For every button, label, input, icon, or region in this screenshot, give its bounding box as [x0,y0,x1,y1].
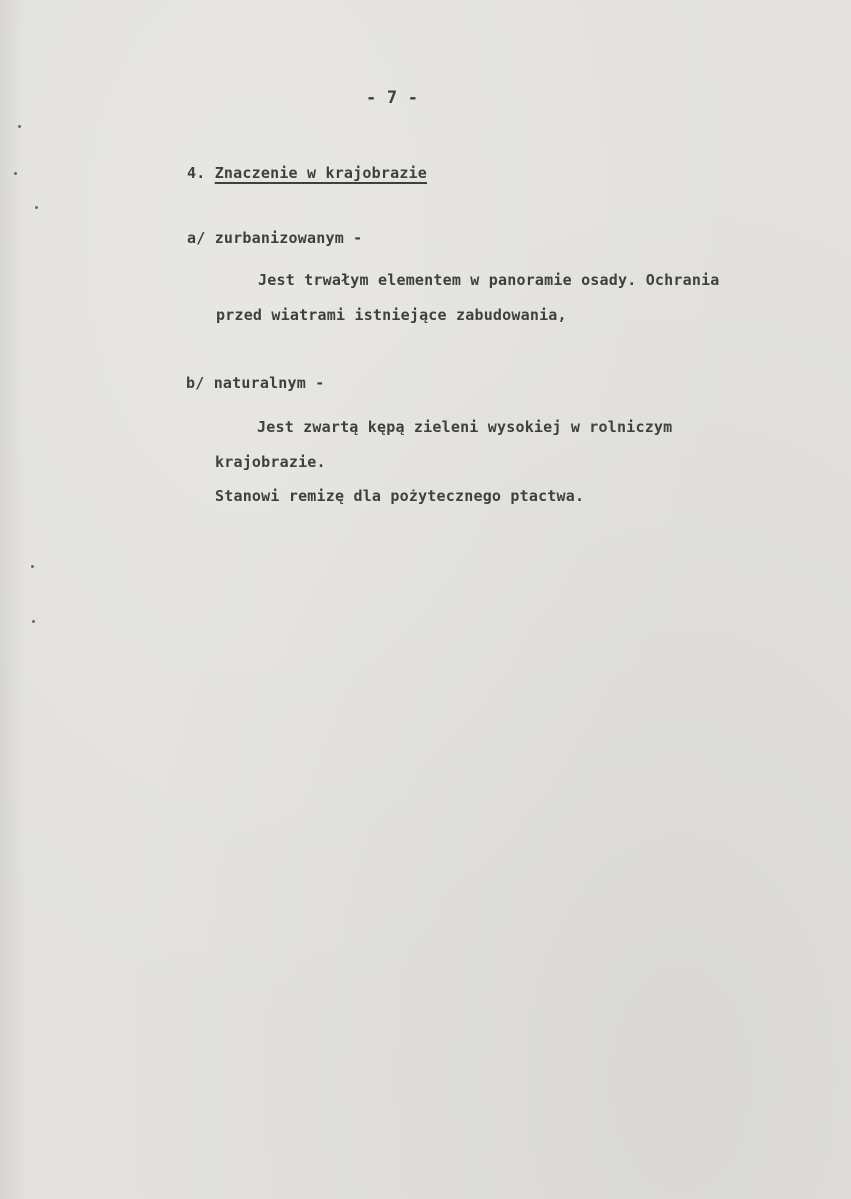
section-title: Znaczenie w krajobrazie [214,164,428,182]
paragraph-line: Jest zwartą kępą zieleni wysokiej w rolniczym [257,418,673,436]
binding-hole-mark [35,206,38,209]
binding-hole-mark [18,125,21,128]
section-heading [187,164,427,182]
paragraph-line: Jest trwałym elementem w panoramie osady. Ochrania [258,271,720,289]
paragraph-line: krajobrazie. [215,453,326,471]
subsection-b-label: b/ naturalnym - [186,374,325,392]
page-number: - 7 - [366,88,419,108]
subsection-a-label: a/ zurbanizowanym - [187,229,363,247]
paragraph-line: przed wiatrami istniejące zabudowania, [216,306,567,324]
binding-hole-mark [31,565,34,568]
binding-hole-mark [32,620,35,623]
paragraph-line: Stanowi remizę dla pożytecznego ptactwa. [215,487,585,505]
binding-edge-shadow [0,0,26,1199]
binding-hole-mark [14,172,17,175]
section-number: 4. [187,164,206,182]
